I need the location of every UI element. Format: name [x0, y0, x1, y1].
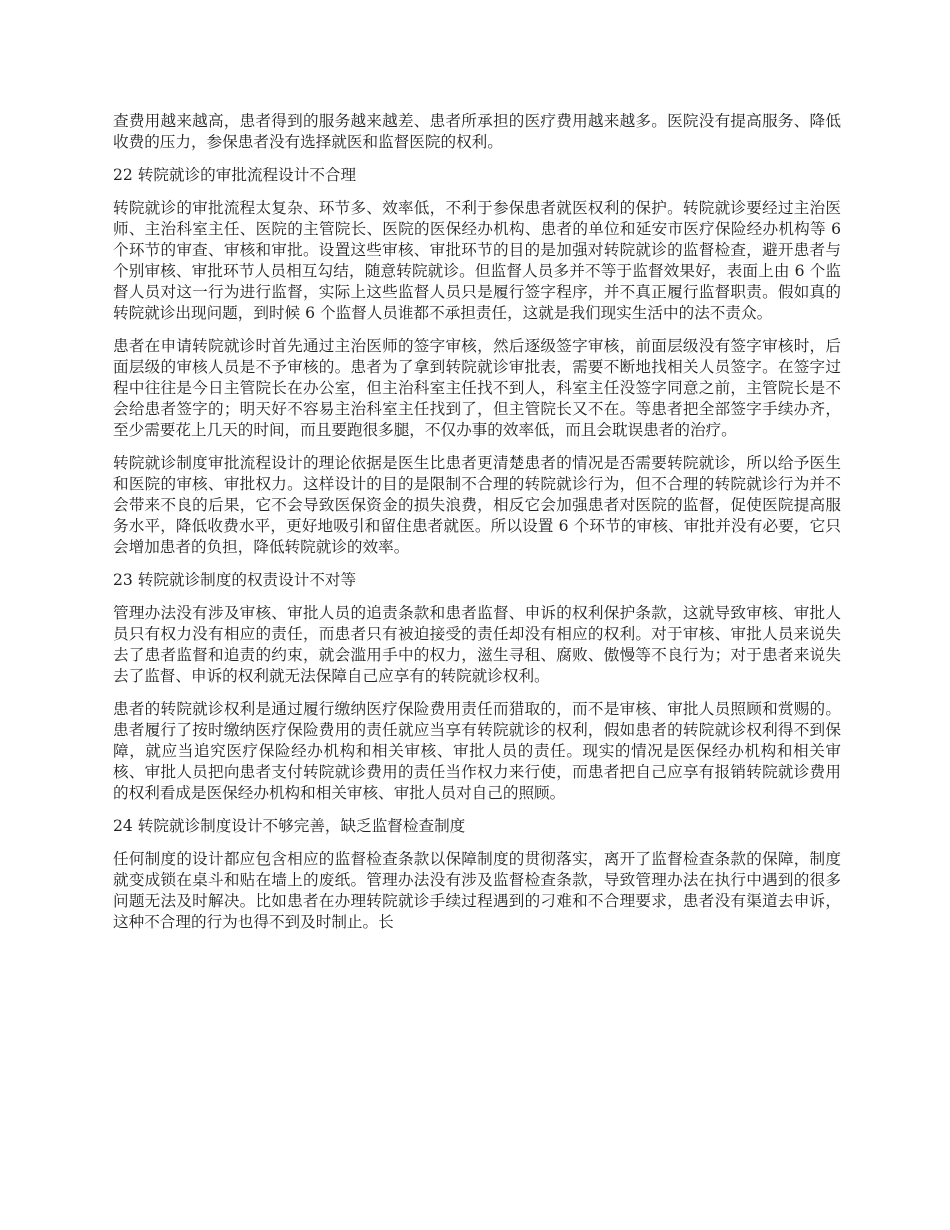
section-heading-23: 23 转院就诊制度的权责设计不对等 — [113, 571, 357, 589]
document-page — [113, 111, 841, 945]
paragraph-6: 患者的转院就诊权利是通过履行缴纳医疗保险费用责任而猎取的，而不是审核、审批人员照顾和赏赐的。患者履行了按时缴纳医疗保险费用的责任就应当享有转院就诊的权利，假如患者的转院就诊权利得不到保障，就应当追究医疗保险经办机构和相关审核、审批人员的责任。现实的情况是医保经办机构和相关审核、审批人员把向患者支付转院就诊费用的责任当作权力来行使，而患者把自己应享有报销转院就诊费用的权利看成是医保经办机构和相关审核、审批人员对自己的照顾。 — [113, 700, 841, 802]
paragraph-7: 任何制度的设计都应包含相应的监督检查条款以保障制度的贯彻落实，离开了监督检查条款的保障，制度就变成锁在桌斗和贴在墙上的废纸。管理办法没有涉及监督检查条款，导致管理办法在执行中遇到的很多问题无法及时解决。比如患者在办理转院就诊手续过程遇到的刁难和不合理要求，患者没有渠道去申诉，这种不合理的行为也得不到及时制止。长 — [113, 850, 841, 931]
section-heading-24: 24 转院就诊制度设计不够完善，缺乏监督检查制度 — [113, 817, 466, 835]
section-heading-22: 22 转院就诊的审批流程设计不合理 — [113, 166, 357, 184]
paragraph-3: 患者在申请转院就诊时首先通过主治医师的签字审核，然后逐级签字审核，前面层级没有签字审核时，后面层级的审核人员是不予审核的。患者为了拿到转院就诊审批表，需要不断地找相关人员签字。在签字过程中往往是今日主管院长在办公室，但主治科室主任找不到人，科室主任没签字同意之前，主管院长是不会给患者签字的；明天好不容易主治科室主任找到了，但主管院长又不在。等患者把全部签字手续办齐，至少需要花上几天的时间，而且要跑很多腿，不仅办事的效率低，而且会耽误患者的治疗。 — [113, 337, 841, 439]
paragraph-4: 转院就诊制度审批流程设计的理论依据是医生比患者更清楚患者的情况是否需要转院就诊，所以给予医生和医院的审核、审批权力。这样设计的目的是限制不合理的转院就诊行为，但不合理的转院就诊行为并不会带来不良的后果，它不会导致医保资金的损失浪费，相反它会加强患者对医院的监督，促使医院提高服务水平，降低收费水平，更好地吸引和留住患者就医。所以设置 6 个环节的审核、审批并没有必要，它只会增加患者的负担，降低转院就诊的效率。 — [113, 454, 841, 556]
paragraph-2: 转院就诊的审批流程太复杂、环节多、效率低，不利于参保患者就医权利的保护。转院就诊要经过主治医师、主治科室主任、医院的主管院长、医院的医保经办机构、患者的单位和延安市医疗保险经办机构等 6 个环节的审查、审核和审批。设置这些审核、审批环节的目的是加强对转院就诊的监督检查，避开患者与个别审核、审批环节人员相互勾结，随意转院就诊。但监督人员多并不等于监督效果好，表面上由 6 个监督人员对这一行为进行监督，实际上这些监督人员只是履行签字程序，并不真正履行监督职责。假如真的转院就诊出现问题，到时候 6 个监督人员谁都不承担责任，这就是我们现实生活中的法不责众。 — [113, 199, 841, 322]
paragraph-5: 管理办法没有涉及审核、审批人员的追责条款和患者监督、申诉的权利保护条款，这就导致审核、审批人员只有权力没有相应的责任，而患者只有被迫接受的责任却没有相应的权利。对于审核、审批人员来说失去了患者监督和追责的约束，就会滥用手中的权力，滋生寻租、腐败、傲慢等不良行为；对于患者来说失去了监督、申诉的权利就无法保障自己应享有的转院就诊权利。 — [113, 604, 841, 685]
paragraph-1: 查费用越来越高，患者得到的服务越来越差、患者所承担的医疗费用越来越多。医院没有提高服务、降低收费的压力，参保患者没有选择就医和监督医院的权利。 — [113, 112, 841, 151]
